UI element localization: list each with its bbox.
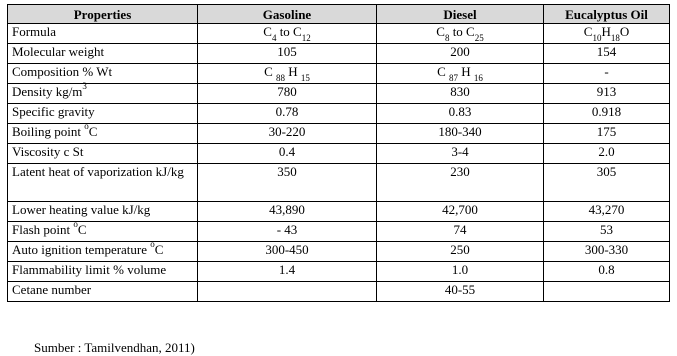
cell-diesel: 200 (377, 44, 544, 64)
cell-gasoline: 350 (198, 164, 377, 202)
table-row (8, 104, 670, 124)
table-row (8, 124, 670, 144)
cell-gasoline: 43,890 (198, 202, 377, 222)
cell-diesel-composition: C $_{87}$ H $_{16}$ (377, 64, 544, 84)
cell-eucalyptus: 53 (544, 222, 670, 242)
cell-diesel: 830 (377, 84, 544, 104)
cell-diesel: 250 (377, 242, 544, 262)
row-label-viscosity: Viscosity c St (8, 144, 198, 164)
table-row (8, 24, 670, 44)
row-label-cetane-number: Cetane number (8, 282, 198, 302)
cell-gasoline: 780 (198, 84, 377, 104)
cell-eucalyptus-formula: $C_{10}H_{18}O$ (544, 24, 670, 44)
cell-gasoline: - 43 (198, 222, 377, 242)
cell-diesel: 40-55 (377, 282, 544, 302)
cell-eucalyptus: 175 (544, 124, 670, 144)
row-label-specific-gravity: Specific gravity (8, 104, 198, 124)
table-row (8, 222, 670, 242)
cell-gasoline: 30-220 (198, 124, 377, 144)
cell-diesel: 3-4 (377, 144, 544, 164)
cell-gasoline: 0.78 (198, 104, 377, 124)
cell-eucalyptus: - (544, 64, 670, 84)
table-row (8, 164, 670, 202)
row-label-density: Density $kg/m^3$ (8, 84, 198, 104)
cell-gasoline-formula: $C_4$ to $C_{12}$ (198, 24, 377, 44)
cell-eucalyptus: 305 (544, 164, 670, 202)
cell-gasoline-composition: C $_{88}$ H $_{15}$ (198, 64, 377, 84)
source-citation: Sumber : Tamilvendhan, 2011) (34, 340, 195, 355)
cell-gasoline (198, 282, 377, 302)
header-row (8, 5, 670, 24)
fuel-properties-table (7, 4, 670, 302)
cell-gasoline: 1.4 (198, 262, 377, 282)
cell-eucalyptus: 43,270 (544, 202, 670, 222)
cell-diesel: 180-340 (377, 124, 544, 144)
cell-gasoline: 105 (198, 44, 377, 64)
cell-eucalyptus: 300-330 (544, 242, 670, 262)
cell-eucalyptus: 154 (544, 44, 670, 64)
row-label-flammability-limit: Flammability limit % volume (8, 262, 198, 282)
header-gasoline: Gasoline (198, 5, 377, 24)
cell-diesel: 230 (377, 164, 544, 202)
table-row (8, 282, 670, 302)
table-row (8, 262, 670, 282)
cell-gasoline: 300-450 (198, 242, 377, 262)
header-diesel: Diesel (377, 5, 544, 24)
row-label-boiling-point: Boiling point $^o$C (8, 124, 198, 144)
cell-diesel: 74 (377, 222, 544, 242)
table-row (8, 242, 670, 262)
cell-diesel: 0.83 (377, 104, 544, 124)
cell-eucalyptus: 0.8 (544, 262, 670, 282)
row-label-composition: Composition % Wt (8, 64, 198, 84)
cell-diesel: 42,700 (377, 202, 544, 222)
cell-eucalyptus: 913 (544, 84, 670, 104)
row-label-lower-heating-value: Lower heating value kJ/kg (8, 202, 198, 222)
row-label-molecular-weight: Molecular weight (8, 44, 198, 64)
header-properties: Properties (8, 5, 198, 24)
table-row (8, 64, 670, 84)
row-label-flash-point: Flash point $^o$C (8, 222, 198, 242)
cell-diesel: 1.0 (377, 262, 544, 282)
table-row (8, 144, 670, 164)
row-label-formula: Formula (8, 24, 198, 44)
table-row (8, 44, 670, 64)
row-label-latent-heat: Latent heat of vaporization kJ/kg (8, 164, 198, 202)
cell-gasoline: 0.4 (198, 144, 377, 164)
table-row (8, 202, 670, 222)
table-row (8, 84, 670, 104)
cell-eucalyptus: 2.0 (544, 144, 670, 164)
cell-diesel-formula: $C_8$ to $C_{25}$ (377, 24, 544, 44)
cell-eucalyptus (544, 282, 670, 302)
cell-eucalyptus: 0.918 (544, 104, 670, 124)
row-label-auto-ignition: Auto ignition temperature $^o$C (8, 242, 198, 262)
header-eucalyptus-oil: Eucalyptus Oil (544, 5, 670, 24)
